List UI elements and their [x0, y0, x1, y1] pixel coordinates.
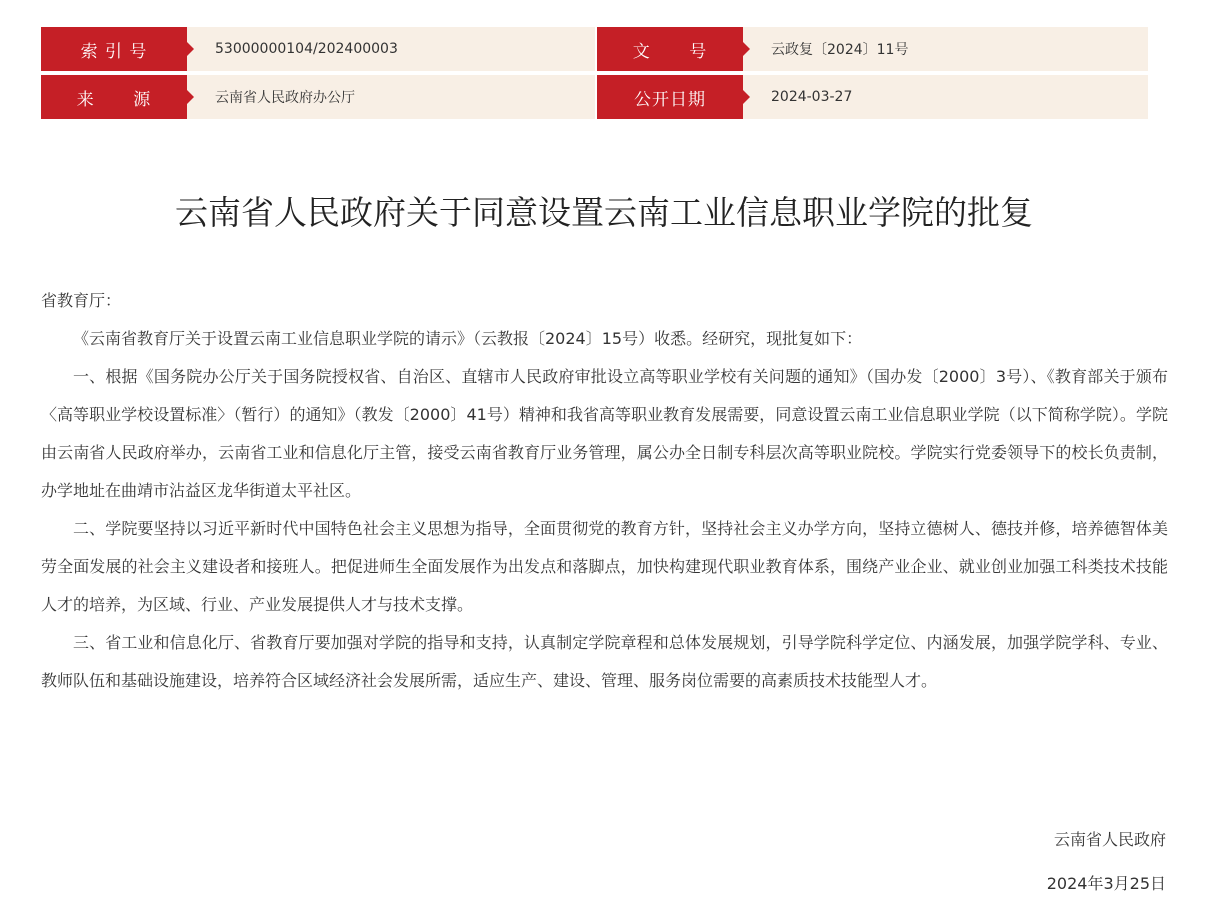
signature-date: 2024年3月25日 [1046, 874, 1166, 893]
document-title: 云南省人民政府关于同意设置云南工业信息职业学院的批复 [175, 193, 1033, 232]
index-value: 53000000104/202400003 [215, 41, 398, 57]
docno-label: 文 号 [597, 27, 743, 71]
paragraph-3: 三、省工业和信息化厅、省教育厅要加强对学院的指导和支持，认真制定学院章程和总体发展规划，引导学院科学定位、内涵发展，加强学院学科、专业、教师队伍和基础设施建设，培养符合区域经济社会发展所需，适应生产、建设、管理、服务岗位需要的高素质技术技能型人才。 [41, 633, 1168, 690]
paragraph-intro: 《云南省教育厅关于设置云南工业信息职业学院的请示》（云教报〔2024〕15号）收悉。经研究，现批复如下： [73, 329, 863, 348]
paragraph-2: 二、学院要坚持以习近平新时代中国特色社会主义思想为指导，全面贯彻党的教育方针，坚持社会主义办学方向，坚持立德树人、德技并修，培养德智体美劳全面发展的社会主义建设者和接班人。把促进师生全面发展作为出发点和落脚点，加快构建现代职业教育体系，围绕产业企业、就业创业加强工科类技术技能人才的培养，为区域、行业、产业发展提供人才与技术支撑。 [41, 519, 1168, 614]
meta-row-source [41, 75, 595, 119]
meta-row-docno [597, 27, 1148, 71]
docno-value: 云政复〔2024〕11号 [771, 42, 909, 58]
meta-row-index [41, 27, 595, 71]
salutation: 省教育厅： [41, 291, 122, 310]
document-body [41, 282, 1168, 700]
signature-org: 云南省人民政府 [1053, 830, 1166, 849]
date-label: 公开日期 [597, 75, 743, 119]
source-label: 来 源 [41, 75, 187, 119]
meta-row-date [597, 75, 1148, 119]
source-value: 云南省人民政府办公厅 [215, 90, 355, 106]
date-value: 2024-03-27 [771, 89, 853, 105]
paragraph-1: 一、根据《国务院办公厅关于国务院授权省、自治区、直辖市人民政府审批设立高等职业学校有关问题的通知》（国办发〔2000〕3号）、《教育部关于颁布〈高等职业学校设置标准〉（暂行）的通知》（教发〔2000〕41号）精神和我省高等职业教育发展需要，同意设置云南工业信息职业学院（以下简称学院）。学院由云南省人民政府举办，云南省工业和信息化厅主管，接受云南省教育厅业务管理，属公办全日制专科层次高等职业院校。学院实行党委领导下的校长负责制，办学地址在曲靖市沾益区龙华街道太平社区。 [41, 367, 1168, 500]
index-label: 索 引 号 [41, 27, 187, 71]
